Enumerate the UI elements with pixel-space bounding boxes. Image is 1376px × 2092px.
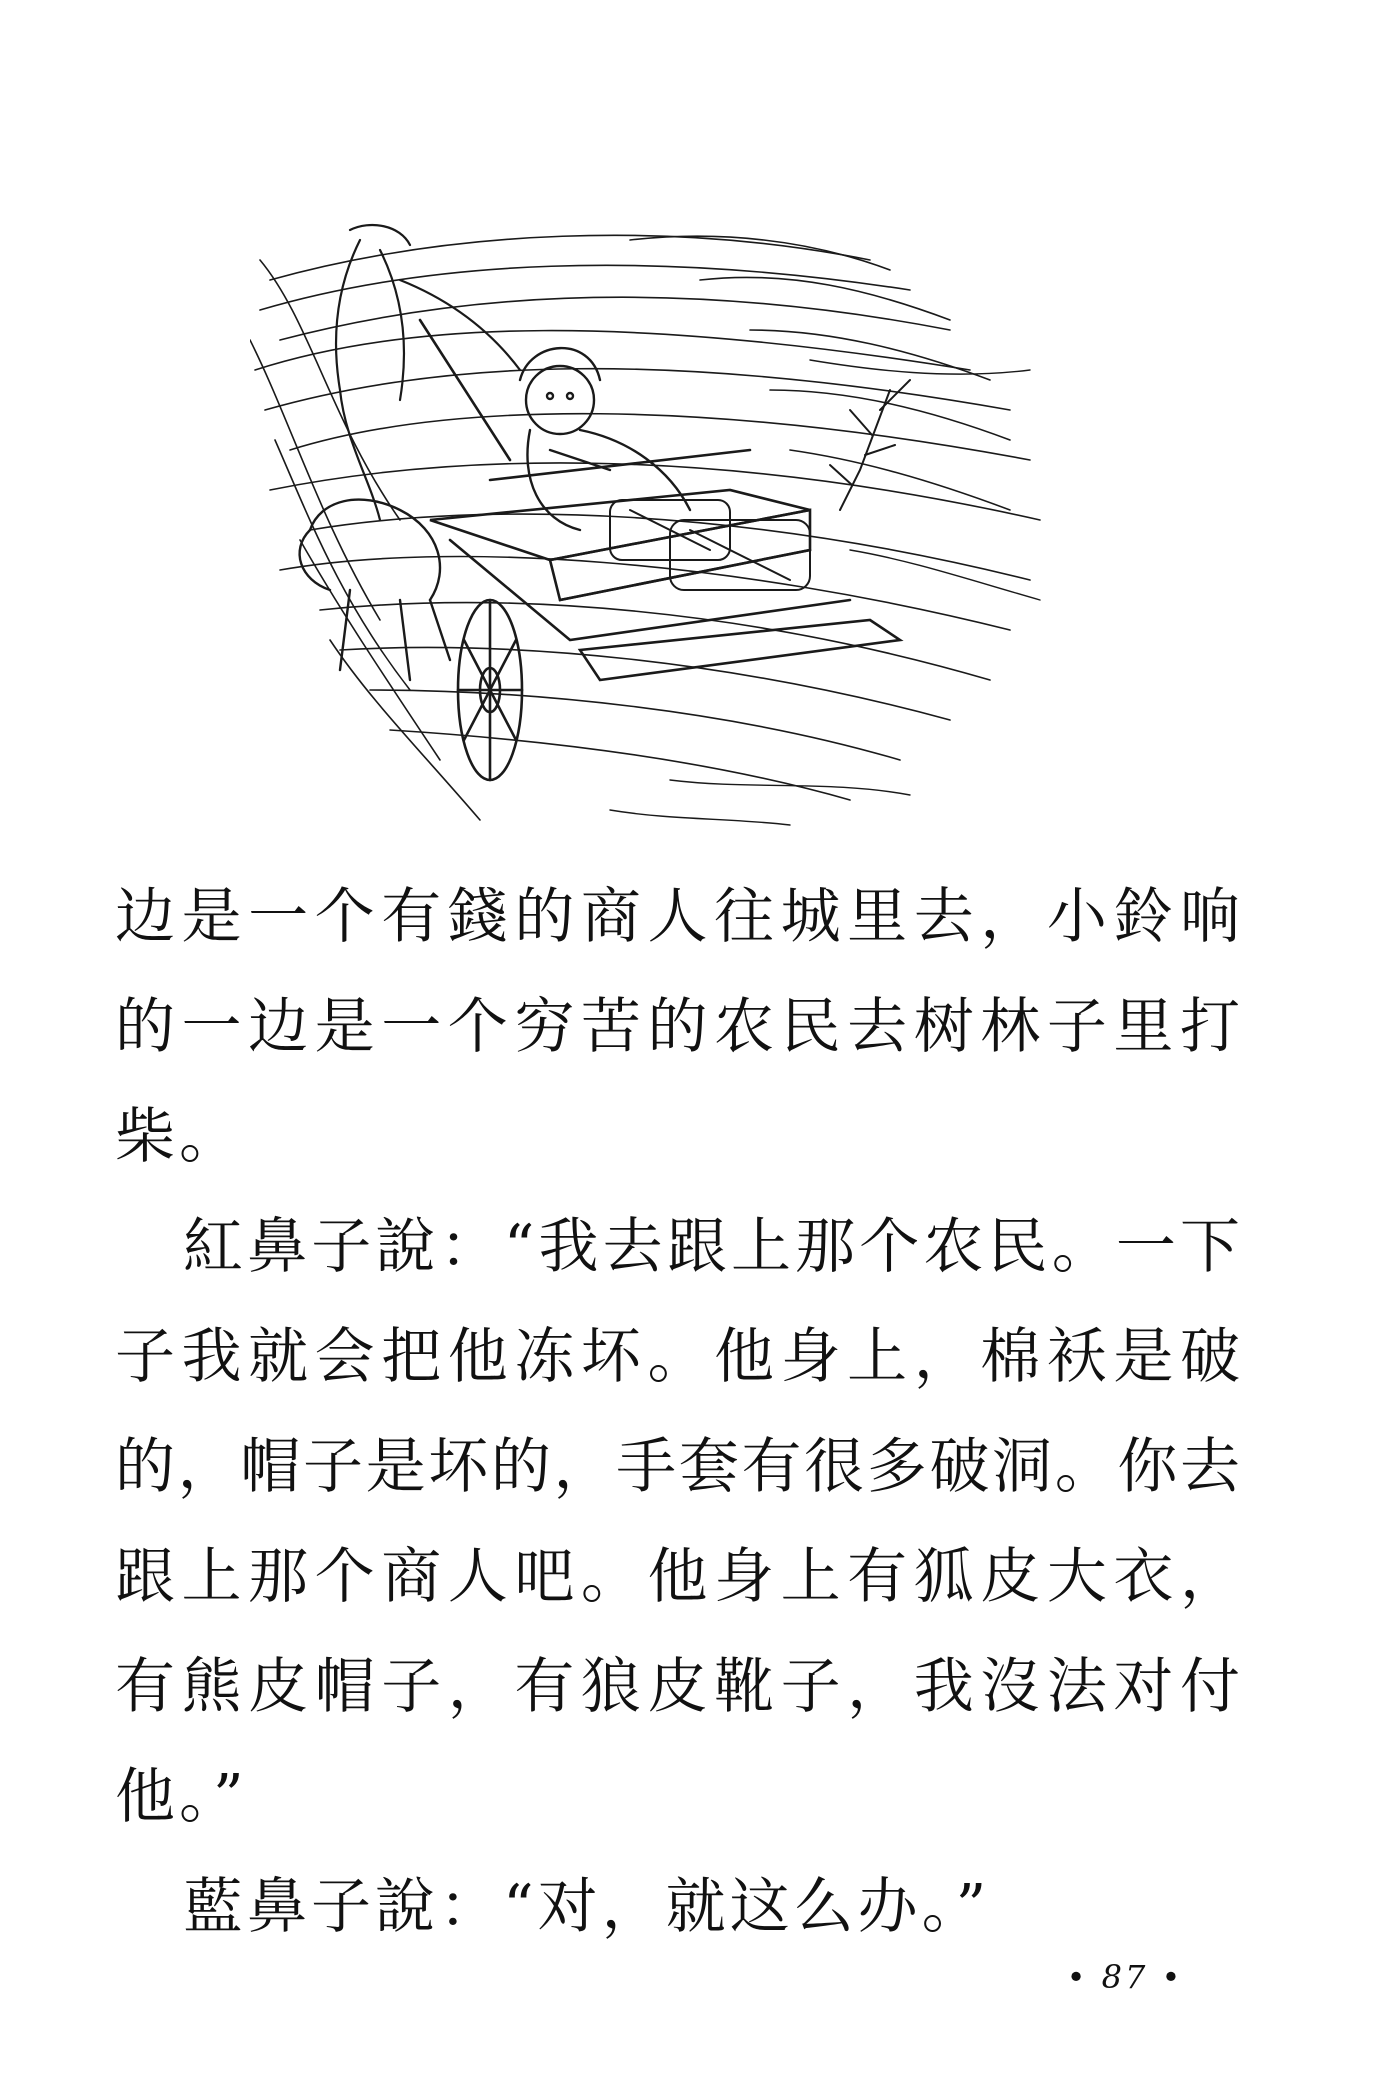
cargo-bundles <box>610 500 810 590</box>
horse <box>300 500 450 680</box>
story-text <box>115 862 1240 1962</box>
paragraph-2 <box>115 1192 1240 1852</box>
text-line: 藍鼻子說：“对，就这么办。” <box>183 1872 991 1942</box>
paragraph-3 <box>115 1852 1240 1962</box>
text-line: 的一边是一个穷苦的农民去树林子里打 <box>115 992 1240 1062</box>
cart-wheel <box>458 600 522 780</box>
sleigh-snowstorm-illustration <box>250 220 1050 840</box>
text-line: 边是一个有錢的商人往城里去，小鈴响 <box>115 882 1240 952</box>
text-line: 他。” <box>115 1762 248 1832</box>
text-line: 有熊皮帽子，有狼皮靴子，我沒法对付 <box>115 1652 1240 1722</box>
page-number: • 87 • <box>1066 1958 1184 1996</box>
wind-strokes <box>250 235 1040 820</box>
text-line: 柴。 <box>115 1102 243 1172</box>
snow-ground <box>610 360 1040 825</box>
text-line: 跟上那个商人吧。他身上有狐皮大衣， <box>115 1542 1240 1612</box>
text-line: 子我就会把他冻坏。他身上，棉袄是破 <box>115 1322 1240 1392</box>
paragraph-1 <box>115 862 1240 1192</box>
text-line: 紅鼻子說：“我去跟上那个农民。一下 <box>183 1212 1240 1282</box>
text-line: 的，帽子是坏的，手套有很多破洞。你去 <box>115 1432 1240 1502</box>
